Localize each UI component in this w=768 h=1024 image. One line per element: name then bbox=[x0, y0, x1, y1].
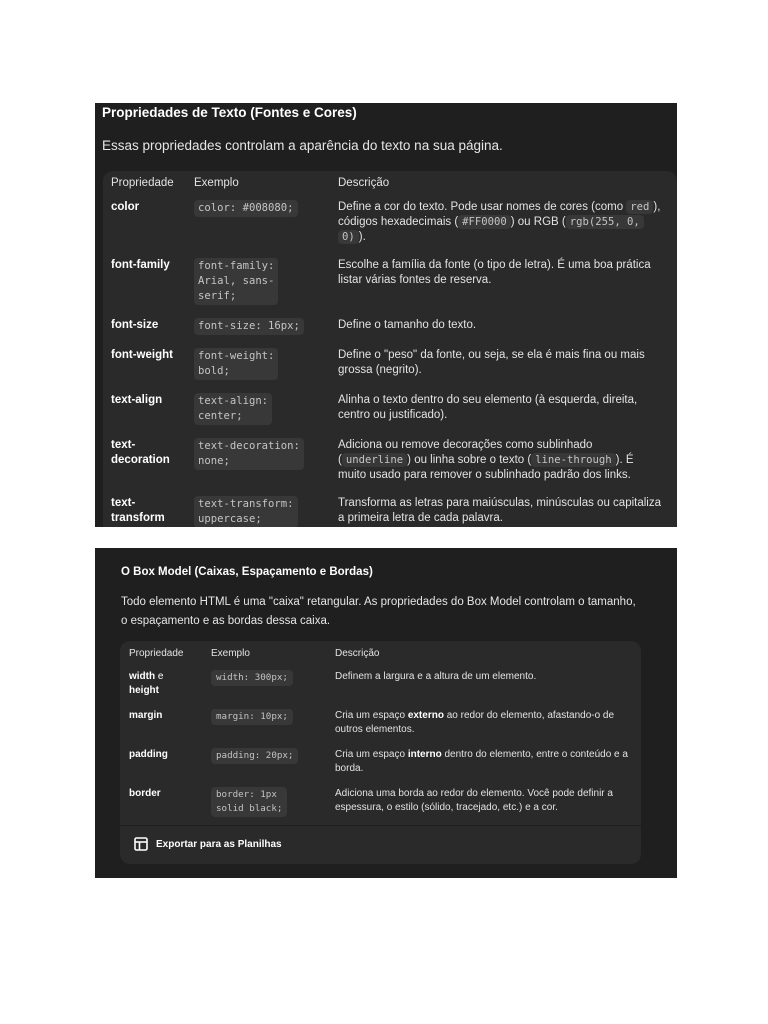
table-row bbox=[103, 258, 677, 318]
box-model-table bbox=[120, 641, 641, 828]
table-header-row bbox=[120, 641, 641, 670]
property-description: Adiciona ou remove decorações como sublinhado ( underline ) ou linha sobre o texto ( line-through ). É muito usado para remover o sublinhado padrão dos links. bbox=[338, 439, 634, 481]
property-name: text- decoration bbox=[111, 439, 170, 466]
table-header-row bbox=[103, 171, 677, 200]
table-row bbox=[103, 496, 677, 527]
header-description: Descrição bbox=[338, 177, 390, 189]
table-row bbox=[120, 748, 641, 787]
section-title: Propriedades de Texto (Fontes e Cores) bbox=[102, 105, 357, 120]
box-model-panel bbox=[95, 548, 677, 878]
property-description: Define o tamanho do texto. bbox=[338, 319, 477, 331]
property-description: Define a cor do texto. Pode usar nomes de cores (como red ), códigos hexadecimais ( #FF0000 ) ou RGB ( rgb(255, 0, 0) ). bbox=[338, 201, 661, 243]
header-example: Exemplo bbox=[194, 177, 239, 189]
section-intro: Essas propriedades controlam a aparência do texto na sua página. bbox=[102, 138, 503, 153]
header-example: Exemplo bbox=[211, 648, 250, 659]
property-description: Adiciona uma borda ao redor do elemento. Você pode definir a espessura, o estilo (sólido, tracejado, etc.) e a cor. bbox=[335, 788, 613, 813]
code-example: text-decoration: none; bbox=[194, 438, 304, 470]
property-name: padding bbox=[129, 749, 168, 760]
property-name: border bbox=[129, 788, 161, 799]
property-description: Alinha o texto dentro do seu elemento (à esquerda, direita, centro ou justificado). bbox=[338, 394, 638, 421]
code-example: padding: 20px; bbox=[211, 748, 298, 764]
table-row bbox=[103, 200, 677, 258]
text-properties-panel bbox=[95, 103, 677, 527]
property-name: color bbox=[111, 201, 140, 213]
code-example: width: 300px; bbox=[211, 670, 293, 686]
code-example: border: 1px solid black; bbox=[211, 787, 287, 817]
header-description: Descrição bbox=[335, 648, 380, 659]
table-icon bbox=[134, 837, 148, 851]
property-name: width e height bbox=[129, 671, 164, 696]
property-description: Define o "peso" da fonte, ou seja, se ela é mais fina ou mais grossa (negrito). bbox=[338, 349, 645, 376]
export-to-sheets-button[interactable] bbox=[134, 837, 282, 851]
code-example: text-transform: uppercase; bbox=[194, 496, 298, 527]
property-name: font-size bbox=[111, 319, 159, 331]
code-example: font-family: Arial, sans- serif; bbox=[194, 258, 278, 305]
code-example: margin: 10px; bbox=[211, 709, 293, 725]
header-property: Propriedade bbox=[129, 648, 184, 659]
inline-code: line-through bbox=[531, 453, 615, 467]
property-description: Cria um espaço externo ao redor do elemento, afastando-o de outros elementos. bbox=[335, 710, 615, 735]
table-row bbox=[103, 318, 677, 348]
property-name: font-family bbox=[111, 259, 170, 271]
property-description: Definem a largura e a altura de um elemento. bbox=[335, 671, 537, 682]
code-example: text-align: center; bbox=[194, 393, 272, 425]
property-name: text-align bbox=[111, 394, 163, 406]
table-row bbox=[120, 709, 641, 748]
section-intro: Todo elemento HTML é uma "caixa" retangular. As propriedades do Box Model controlam o tamanho, o espaçamento e as bordas dessa caixa. bbox=[121, 596, 636, 627]
table-footer bbox=[120, 825, 641, 864]
property-description: Escolhe a família da fonte (o tipo de letra). É uma boa prática listar várias fontes de reserva. bbox=[338, 259, 651, 286]
property-description: Cria um espaço interno dentro do elemento, entre o conteúdo e a borda. bbox=[335, 749, 628, 774]
inline-code: underline bbox=[342, 453, 407, 467]
code-example: font-size: 16px; bbox=[194, 318, 304, 335]
table-row bbox=[103, 393, 677, 438]
property-description: Transforma as letras para maiúsculas, minúsculas ou capitaliza a primeira letra de cada palavra. bbox=[338, 497, 661, 524]
code-example: font-weight: bold; bbox=[194, 348, 278, 380]
property-name: font-weight bbox=[111, 349, 173, 361]
table-row bbox=[103, 348, 677, 393]
property-name: text- transform bbox=[111, 497, 165, 524]
code-example: color: #008080; bbox=[194, 200, 298, 217]
text-properties-table bbox=[103, 171, 677, 527]
section-title: O Box Model (Caixas, Espaçamento e Bordas) bbox=[121, 566, 373, 578]
table-row bbox=[103, 438, 677, 496]
header-property: Propriedade bbox=[111, 177, 174, 189]
inline-code: red bbox=[626, 200, 653, 214]
table-row bbox=[120, 787, 641, 828]
inline-code: #FF0000 bbox=[458, 215, 511, 229]
export-label: Exportar para as Planilhas bbox=[156, 838, 282, 850]
property-name: margin bbox=[129, 710, 163, 721]
inline-code: rgb(255, 0, 0) bbox=[338, 215, 644, 244]
table-row bbox=[120, 670, 641, 709]
